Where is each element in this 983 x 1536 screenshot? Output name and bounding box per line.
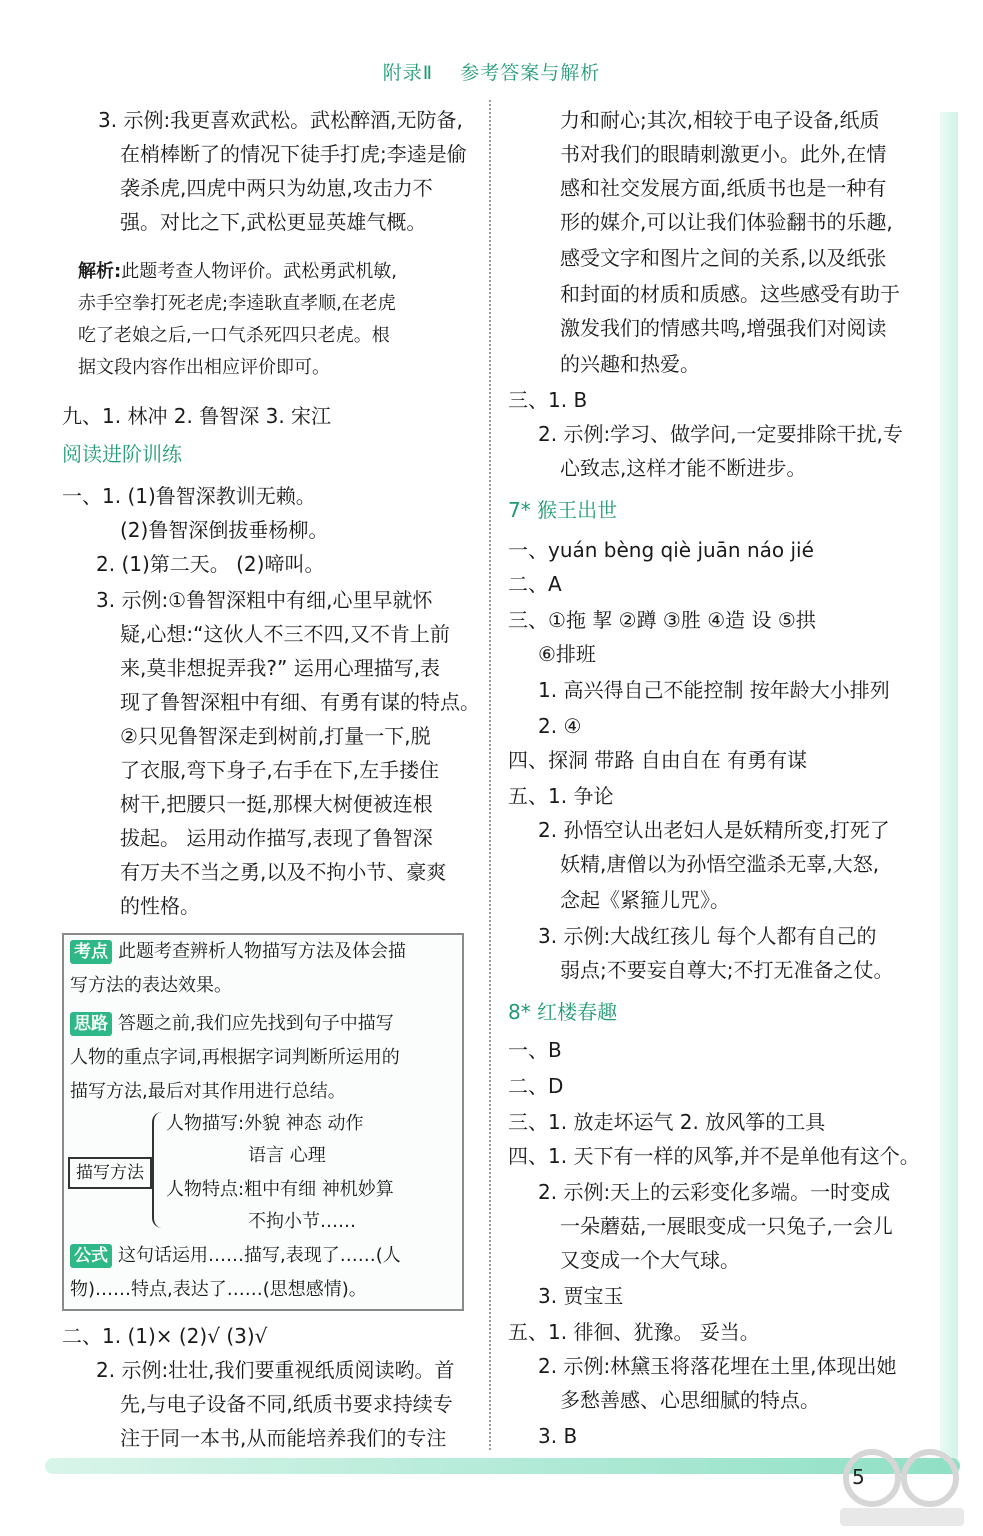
footer-bar [45, 1458, 960, 1474]
answer-line: 二、A [508, 572, 562, 596]
box-line: 答题之前,我们应先找到句子中描写 [118, 1013, 394, 1034]
column-divider [489, 100, 491, 1450]
edge-decoration [940, 112, 958, 1462]
answer-line: 2. 示例:学习、做学问,一定要排除干扰,专 [538, 422, 903, 446]
answer-line: 一、1. (1)鲁智深教训无赖。 [62, 484, 316, 508]
answer-line: 3. 示例:大战红孩儿 每个人都有自己的 [538, 924, 877, 948]
lesson-title: 8* 红楼春趣 [508, 1000, 618, 1024]
answer-line: 的兴趣和热爱。 [560, 352, 700, 376]
answer-line: 一、B [508, 1038, 562, 1062]
section-nine-answers: 九、1. 林冲 2. 鲁智深 3. 宋江 [62, 404, 332, 428]
page-number: 5 [852, 1465, 865, 1489]
answer-line: 1. 高兴得自己不能控制 按年龄大小排列 [538, 678, 890, 702]
answer-line: 五、1. 徘徊、犹豫。 妥当。 [508, 1320, 760, 1344]
box-line: 这句话运用……描写,表现了……(人 [118, 1245, 401, 1266]
answer-line: 激发我们的情感共鸣,增强我们对阅读 [560, 316, 887, 340]
answer-line: 2. 示例:林黛玉将落花埋在土里,体现出她 [538, 1354, 897, 1378]
answer-line: 先,与电子设备不同,纸质书要求持续专 [120, 1392, 453, 1416]
mindmap-root: 描写方法 [68, 1157, 152, 1189]
answer-line: 三、1. B [508, 388, 588, 412]
answer-line: 多愁善感、心思细腻的特点。 [560, 1388, 820, 1412]
answer-line: 四、1. 天下有一样的风筝,并不是单他有这个。 [508, 1144, 920, 1168]
answer-line: 一、yuán bèng qiè juān náo jié [508, 538, 814, 562]
mindmap-branch: 人物描写:外貌 神态 动作 [166, 1113, 364, 1134]
answer-line: 来,莫非想捉弄我?” 运用心理描写,表 [120, 656, 441, 680]
answer-line: 又变成一个大气球。 [560, 1248, 740, 1272]
answer-line: ②只见鲁智深走到树前,打量一下,脱 [120, 724, 431, 748]
answer-line: 2. 示例:天上的云彩变化多端。一时变成 [538, 1180, 891, 1204]
answer-line: 有万夫不当之勇,以及不拘小节、豪爽 [120, 860, 447, 884]
answer-line: 了衣服,弯下身子,右手在下,左手搂住 [120, 758, 440, 782]
answer-line: 拔起。 运用动作描写,表现了鲁智深 [120, 826, 433, 850]
answer-line: 疑,心想:“这伙人不三不四,又不肯上前 [120, 622, 450, 646]
answer-line: (2)鲁智深倒拔垂杨柳。 [120, 518, 329, 542]
silu-tag: 思路 [70, 1012, 112, 1036]
answer-line: 2. 孙悟空认出老妇人是妖精所变,打死了 [538, 818, 890, 842]
answer-line: 一朵蘑菇,一展眼变成一只兔子,一会儿 [560, 1214, 893, 1238]
answer-line: 四、探洞 带路 自由自在 有勇有谋 [508, 748, 808, 772]
appendix-label: 附录Ⅱ [382, 62, 434, 84]
box-line: 描写方法,最后对其作用进行总结。 [70, 1081, 346, 1102]
answer-line: 在梢棒断了的情况下徒手打虎;李逵是偷 [120, 142, 467, 166]
analysis-label: 解析: [78, 261, 122, 282]
answer-line: 2. ④ [538, 714, 582, 738]
answer-line: 强。对比之下,武松更显英雄气概。 [120, 210, 427, 234]
answer-line: 书对我们的眼睛刺激更小。此外,在情 [560, 142, 887, 166]
answer-line: 3. 示例:①鲁智深粗中有细,心里早就怀 [96, 588, 433, 612]
answer-line: 五、1. 争论 [508, 784, 614, 808]
page-header [0, 58, 983, 85]
section-title: 阅读进阶训练 [62, 442, 182, 466]
analysis-line: 此题考查人物评价。武松勇武机敏, [121, 261, 397, 282]
answer-line: 念起《紧箍儿咒》。 [560, 888, 730, 912]
lesson-title: 7* 猴王出世 [508, 498, 618, 522]
answer-line: 袭杀虎,四虎中两只为幼崽,攻击力不 [120, 176, 433, 200]
mindmap-branch: 人物特点:粗中有细 神机妙算 [166, 1179, 394, 1200]
answer-line: 现了鲁智深粗中有细、有勇有谋的特点。 [120, 690, 480, 714]
gongshi-tag: 公式 [70, 1244, 112, 1268]
answer-line: 注于同一本书,从而能培养我们的专注 [120, 1426, 447, 1450]
answer-line: 感和社交发展方面,纸质书也是一种有 [560, 176, 887, 200]
kaodian-tag: 考点 [70, 940, 112, 964]
box-line: 物)……特点,表达了……(思想感情)。 [70, 1279, 367, 1300]
answer-line: 2. (1)第二天。 (2)啼叫。 [96, 552, 325, 576]
answer-line: 感受文字和图片之间的关系,以及纸张 [560, 246, 887, 270]
mindmap-branch: 不拘小节…… [248, 1211, 356, 1232]
answer-line: 3. 示例:我更喜欢武松。武松醉酒,无防备, [98, 108, 463, 132]
box-line: 此题考查辨析人物描写方法及体会描 [118, 941, 406, 962]
analysis-line: 据文段内容作出相应评价即可。 [78, 357, 330, 378]
answer-line: 的性格。 [120, 894, 200, 918]
answer-line: 和封面的材质和质感。这些感受有助于 [560, 282, 900, 306]
answer-line: 力和耐心;其次,相较于电子设备,纸质 [560, 108, 880, 132]
box-line: 人物的重点字词,再根据字词判断所运用的 [70, 1047, 400, 1068]
answer-line: 3. 贾宝玉 [538, 1284, 624, 1308]
analysis-line: 吃了老娘之后,一口气杀死四只老虎。根 [78, 325, 390, 346]
answer-line: 二、D [508, 1074, 564, 1098]
answer-line: 弱点;不要妄自尊大;不打无准备之仗。 [560, 958, 894, 982]
header-title: 参考答案与解析 [460, 62, 601, 84]
answer-line: 三、1. 放走坏运气 2. 放风筝的工具 [508, 1110, 826, 1134]
answer-line: ⑥排班 [538, 642, 596, 666]
watermark-logo [832, 1448, 972, 1530]
answer-line: 形的媒介,可以让我们体验翻书的乐趣, [560, 210, 893, 234]
answer-line: 妖精,唐僧以为孙悟空滥杀无辜,大怒, [560, 852, 880, 876]
answer-line: 3. B [538, 1424, 578, 1448]
answer-line: 心致志,这样才能不断进步。 [560, 456, 807, 480]
mindmap-branch: 语言 心理 [248, 1145, 326, 1166]
answer-line: 树干,把腰只一挺,那棵大树便被连根 [120, 792, 433, 816]
analysis-line: 赤手空拳打死老虎;李逵耿直孝顺,在老虎 [78, 293, 396, 314]
box-line: 写方法的表达效果。 [70, 975, 232, 996]
answer-line: 二、1. (1)× (2)√ (3)√ [62, 1324, 268, 1348]
answer-line: 三、①拖 挈 ②蹲 ③胜 ④造 设 ⑤拱 [508, 608, 816, 632]
answer-line: 2. 示例:壮壮,我们要重视纸质阅读哟。首 [96, 1358, 455, 1382]
